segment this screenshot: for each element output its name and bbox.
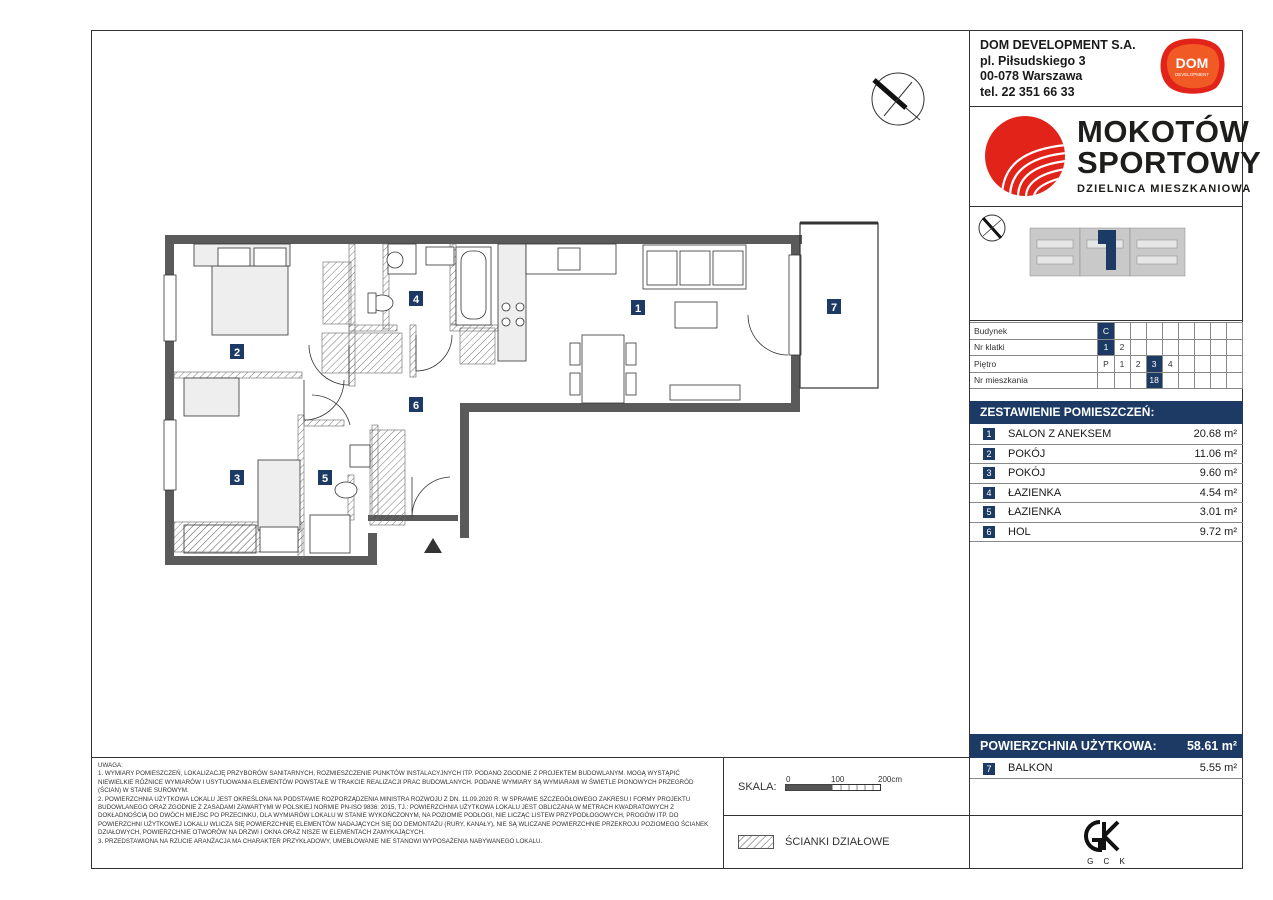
location-cell: 4 <box>1162 356 1178 373</box>
location-cell <box>1226 356 1242 373</box>
location-cell <box>1114 323 1130 340</box>
notes-top-line <box>91 757 969 758</box>
notes-block <box>98 762 716 846</box>
location-cell <box>1226 372 1242 389</box>
location-row <box>970 323 1243 340</box>
plan-room-label: 7 <box>830 302 838 314</box>
location-row-label: Nr klatki <box>970 339 1098 356</box>
location-row-label: Budynek <box>970 323 1098 340</box>
location-cell <box>1210 356 1226 373</box>
location-cell <box>1146 323 1162 340</box>
plan-room-label: 3 <box>233 473 241 485</box>
plan-room-label: 1 <box>634 303 642 315</box>
company-address1: pl. Piłsudskiego 3 <box>980 53 1086 68</box>
room-row <box>970 425 1243 445</box>
room-number: 2 <box>983 448 995 460</box>
room-area: 3.01 m² <box>1199 506 1237 518</box>
small-compass-icon <box>979 215 1005 241</box>
location-cell <box>1194 372 1210 389</box>
room-name: POKÓJ <box>1008 447 1046 460</box>
location-cell <box>1130 339 1146 356</box>
location-table <box>970 322 1243 389</box>
room-name: ŁAZIENKA <box>1008 506 1062 518</box>
scale-tick-200: 200cm <box>878 775 903 784</box>
location-cell: 2 <box>1114 339 1130 356</box>
balcony-number: 7 <box>983 763 995 775</box>
note-3: 3. PRZEDSTAWIONA NA RZUCIE ARANŻACJA MA CHARAKTER PRZYKŁADOWY, UMEBLOWANIE NIE STANOWI WYPOSAŻENIA NABYWANEGO LOKALU. <box>98 837 543 845</box>
room-name: POKÓJ <box>1008 467 1046 479</box>
partition-wall-legend-swatch <box>738 835 774 849</box>
scale-label: SKALA: <box>738 781 777 793</box>
plan-room-label: 6 <box>412 400 420 412</box>
plan-room-label: 2 <box>233 347 241 359</box>
note-1: 1. WYMIARY POMIESZCZEŃ, LOKALIZACJĘ PRZYBORÓW SANITARNYCH, ROZMIESZCZENIE PUNKTÓW INSTALACYJNYCH ITP. PODANO ZGODNIE Z PROJEKTEM BUDOWLANYM. MOGĄ WYSTĄPIĆ NIEWIELKIE RÓŻNICE WYMIARÓW I USYTUOWANIA ELEMENTÓW POWSTAŁE W TRAKCIE REALIZACJI PRAC BUDOWLANYCH. PODANE WYMIARY SĄ WYMIARAMI W ŚWIETLE PIONOWYCH PRZEGRÓD (ŚCIAN) W STANIE SUROWYM. <box>98 770 694 795</box>
balcony-name: BALKON <box>1008 762 1053 774</box>
location-row <box>970 339 1243 356</box>
room-area: 4.54 m² <box>1199 486 1237 499</box>
location-cell <box>1146 339 1162 356</box>
notes-divider <box>723 757 724 869</box>
brand-line2: SPORTOWY <box>1077 145 1262 180</box>
dom-logo-text: DOM <box>1175 55 1209 71</box>
total-area-label: POWIERZCHNIA UŻYTKOWA: <box>980 739 1157 753</box>
location-cell <box>1194 323 1210 340</box>
room-row <box>970 484 1243 504</box>
room-row <box>970 503 1243 523</box>
location-cell: 1 <box>1114 356 1130 373</box>
partition-wall-legend-label: ŚCIANKI DZIAŁOWE <box>785 836 890 848</box>
location-cell <box>1162 372 1178 389</box>
company-block <box>980 38 1136 100</box>
key-plan <box>975 210 1200 290</box>
location-cell <box>1178 323 1194 340</box>
location-row-label: Piętro <box>970 356 1098 373</box>
location-cell: 2 <box>1130 356 1146 373</box>
rooms-heading: ZESTAWIENIE POMIESZCZEŃ: <box>970 401 1243 424</box>
location-cell: 1 <box>1098 339 1114 356</box>
location-cell <box>1226 323 1242 340</box>
room-row <box>970 523 1243 543</box>
room-area: 11.06 m² <box>1194 447 1237 460</box>
plan-room-label: 5 <box>321 473 329 485</box>
room-area: 9.60 m² <box>1199 467 1237 479</box>
scale-tick-100: 100 <box>831 775 845 784</box>
location-cell <box>1178 356 1194 373</box>
location-row <box>970 356 1243 373</box>
room-area: 20.68 m² <box>1193 428 1237 440</box>
location-cell <box>1210 372 1226 389</box>
info-divider-3 <box>969 320 1243 321</box>
company-name: DOM DEVELOPMENT S.A. <box>980 38 1136 52</box>
notes-title: UWAGA: <box>98 762 123 769</box>
brand-line1: MOKOTÓW <box>1077 114 1250 149</box>
dom-logo-subtext: DEVELOPMENT <box>1174 72 1210 77</box>
location-cell <box>1178 372 1194 389</box>
room-name: HOL <box>1008 525 1031 538</box>
location-cell <box>1162 339 1178 356</box>
scale-tick-0: 0 <box>786 775 791 784</box>
location-row <box>970 372 1243 389</box>
location-cell: 18 <box>1146 372 1162 389</box>
location-cell <box>1210 323 1226 340</box>
entrance-marker-icon <box>424 538 442 553</box>
room-number: 3 <box>983 467 995 479</box>
mokotow-sportowy-emblem <box>984 115 1066 197</box>
location-cell <box>1194 339 1210 356</box>
location-cell: C <box>1098 323 1114 340</box>
location-row-label: Nr mieszkania <box>970 372 1098 389</box>
room-number: 4 <box>983 487 995 499</box>
room-area: 9.72 m² <box>1199 525 1237 538</box>
room-number: 6 <box>983 526 995 538</box>
plan-room-labels <box>230 291 841 485</box>
plan-room-label: 4 <box>412 294 420 306</box>
location-cell: P <box>1098 356 1114 373</box>
total-area-value: 58.61 m² <box>1186 739 1237 753</box>
info-divider-4 <box>969 815 1243 816</box>
company-phone: tel. 22 351 66 33 <box>980 84 1075 99</box>
note-2: 2. POWIERZCHNIA UŻYTKOWA LOKALU JEST OKREŚLONA NA PODSTAWIE ROZPORZĄDZENIA MINISTRA ROZWOJU Z DN. 11.09.2020 R. W SPRAWIE SZCZEGÓŁOWEGO ZAKRESU I FORMY PROJEKTU BUDOWLANEGO ORAZ ZGODNIE Z ZASADAMI ZAWARTYMI W POLSKIEJ NORMIE PN-ISO 9836: 2015, TJ.: POWIERZCHNIA UŻYTKOWA LOKALU JEST OBLICZANA W METRACH KWADRATOWYCH Z DOKŁADNOŚCIĄ DO DWÓCH MIEJSC PO PRZECINKU, DLA WYMIARÓW LOKALU W STANIE WYKOŃCZONYM, NA POZIOMIE PODŁOGI, NIE LICZĄC LISTEW PRZYPODŁOGOWYCH, PROGÓW ITP. DO POWIERZCHNI UŻYTKOWEJ LOKALU WLICZA SIĘ POWIERZCHNIĘ ELEMENTÓW NADAJĄCYCH SIĘ DO DEMONTAŻU (RURY, KANAŁY), NIE SĄ WLICZANE POWIERZCHNIE PRZEKROJU POZIOMEGO ŚCIANEK DZIAŁOWYCH, POWIERZCHNIE OTWORÓW NA DRZWI I OKNA ORAZ NISZE W ELEMENTACH ZAMYKAJĄCYCH. <box>98 795 709 837</box>
balcony-row <box>970 760 1243 779</box>
north-arrow-icon <box>866 70 928 130</box>
company-address2: 00-078 Warszawa <box>980 69 1083 83</box>
location-cell <box>1114 372 1130 389</box>
room-number: 1 <box>983 428 995 440</box>
scale-divider <box>723 815 969 816</box>
info-divider-2 <box>969 206 1243 207</box>
room-row <box>970 445 1243 465</box>
location-cell: 3 <box>1146 356 1162 373</box>
scale-bar <box>785 784 881 792</box>
location-cell <box>1178 339 1194 356</box>
gck-logo <box>1078 818 1138 866</box>
rooms-list <box>970 425 1243 542</box>
total-area-bar <box>970 734 1243 758</box>
location-cell <box>1226 339 1242 356</box>
location-cell <box>1210 339 1226 356</box>
brand-text <box>1077 116 1261 195</box>
brand-subtitle: DZIELNICA MIESZKANIOWA <box>1077 183 1252 195</box>
room-number: 5 <box>983 506 995 518</box>
balcony-area: 5.55 m² <box>1199 762 1237 774</box>
info-divider-1 <box>969 106 1243 107</box>
location-cell <box>1194 356 1210 373</box>
room-name: ŁAZIENKA <box>1008 486 1062 499</box>
location-cell <box>1130 372 1146 389</box>
floor-plan <box>150 215 890 575</box>
location-cell <box>1098 372 1114 389</box>
room-row <box>970 464 1243 484</box>
location-cell <box>1130 323 1146 340</box>
dom-development-logo <box>1158 38 1226 94</box>
location-cell <box>1162 323 1178 340</box>
gck-letters: G C K <box>1087 857 1129 866</box>
room-name: SALON Z ANEKSEM <box>1008 428 1112 440</box>
